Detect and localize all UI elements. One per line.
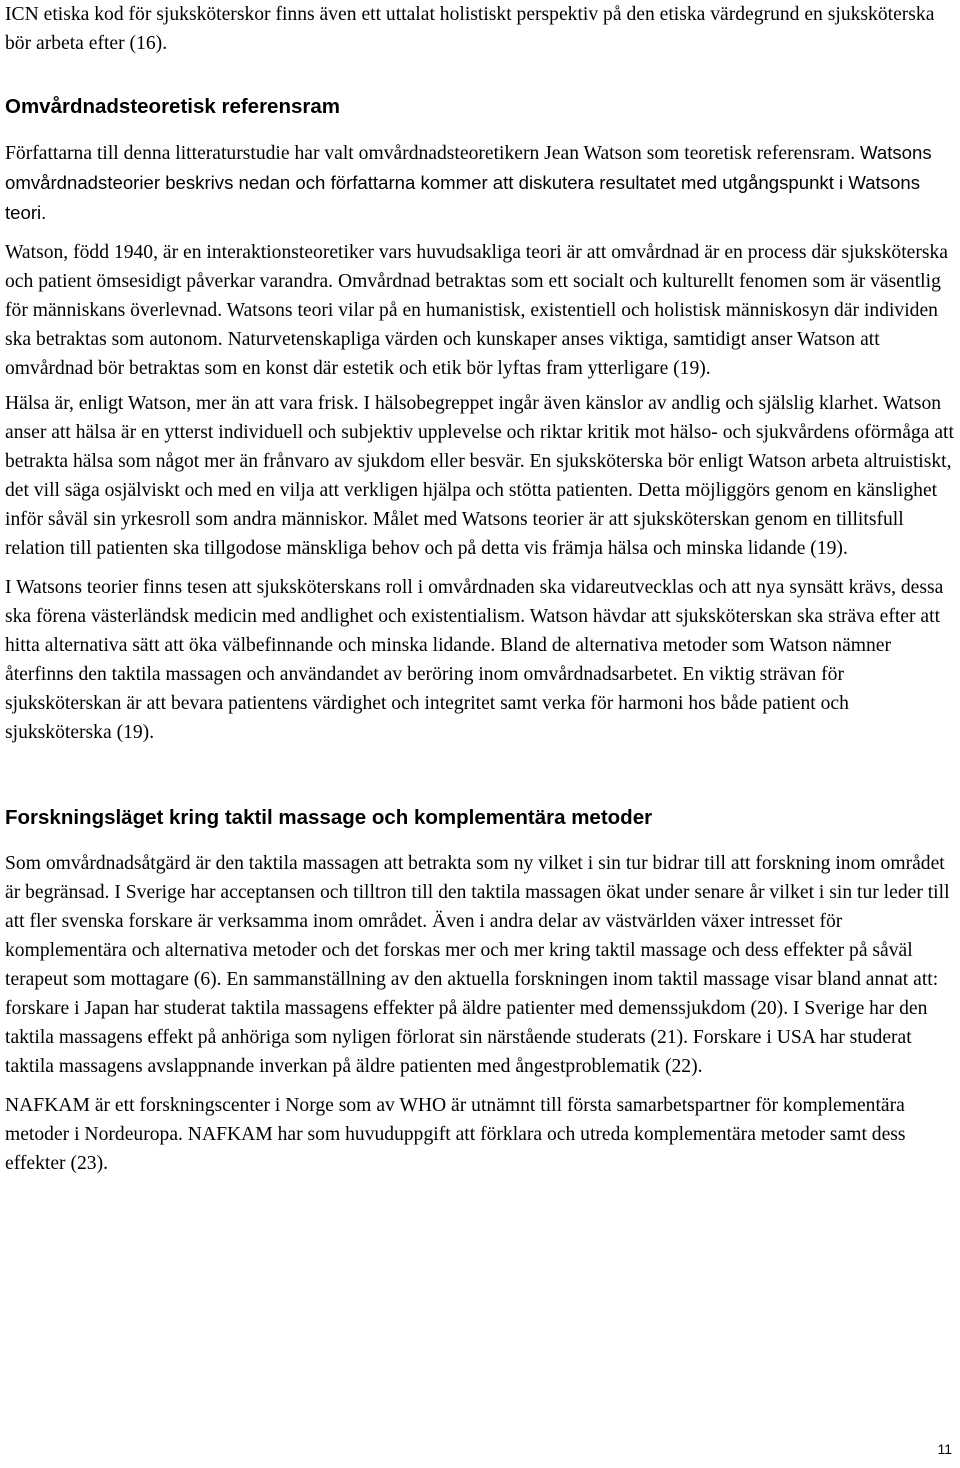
section-heading-theory: Omvårdnadsteoretisk referensram — [5, 95, 340, 118]
page-number: 11 — [937, 1441, 952, 1457]
watson-paragraph-3: I Watsons teorier finns tesen att sjuksköterskans roll i omvårdnaden ska vidareutvecklas och att nya synsätt krävs, dessa ska förena västerländsk medicin med andlighet och existentialism. Watson hävdar att sjuksköterskan ska sträva efter att hitta alternativa sätt att öka välbefinnande och minska lidande. Bland de alternativa metoder som Watson nämner återfinns den taktila massagen och användandet av beröring inom omvårdnadsarbetet. En viktig strävan för sjuksköterskan är att bevara patientens värdighet och integritet samt verka för harmoni hos både patient och sjuksköterska (19). — [5, 577, 944, 743]
document-page — [5, 0, 955, 1178]
research-paragraph-1: Som omvårdnadsåtgärd är den taktila massagen att betrakta som ny vilket i sin tur bidrar till att forskning inom området är begränsad. I Sverige har acceptansen och tilltron till den taktila massagen ökat under senare år vilket i sin tur leder till att fler svenska forskare är verksamma inom området. Även i andra delar av västvärlden växer intresset för komplementära och alternativa metoder och det forskas mer och mer kring taktil massage och dess effekter på såväl terapeut som mottagare (6). En sammanställning av den aktuella forskningen inom taktil massage visar bland annat att: forskare i Japan har studerat taktila massagens effekter på äldre patienter med demenssjukdom (20). I Sverige har den taktila massagens effekt på anhöriga som nyligen förlorat sin närstående studerats (21). Forskare i USA har studerat taktila massagens avslappnande inverkan på äldre patienten med ångestproblematik (22). — [5, 853, 950, 1077]
theory-intro-sans-text: Watsons omvårdnadsteorier beskrivs nedan och författarna kommer att diskutera resultatet med utgångspunkt i Watsons teori. — [5, 142, 932, 223]
intro-paragraph: ICN etiska kod för sjuksköterskor finns även ett uttalat holistiskt perspektiv på den etiska värdegrund en sjuksköterska bör arbeta efter (16). — [5, 4, 935, 54]
watson-paragraph-2: Hälsa är, enligt Watson, mer än att vara frisk. I hälsobegreppet ingår även känslor av andlig och själslig klarhet. Watson anser att hälsa är en ytterst individuell och subjektiv upplevelse och riktar kritik mot hälso- och sjukvårdens oförmåga att betrakta hälsa som något mer än frånvaro av sjukdom eller besvär. En sjuksköterska bör enligt Watson arbeta altruistiskt, det vill säga osjälviskt och med en vilja att verkligen hjälpa och stötta patienten. Detta möjliggörs genom en känslighet inför såväl sin yrkesroll som andra människor. Målet med Watsons teorier är att sjuksköterskan genom en tillitsfull relation till patienten ska tillgodose mänskliga behov och på detta vis främja hälsa och minska lidande (19). — [5, 393, 954, 559]
theory-intro-paragraph — [5, 138, 955, 228]
theory-intro-text: Författarna till denna litteraturstudie har valt omvårdnadsteoretikern Jean Watson som teoretisk referensram. — [5, 143, 856, 164]
section-heading-research: Forskningsläget kring taktil massage och komplementära metoder — [5, 806, 653, 829]
research-paragraph-2: NAFKAM är ett forskningscenter i Norge som av WHO är utnämnt till första samarbetspartner för komplementära metoder i Nordeuropa. NAFKAM har som huvuduppgift att förklara och utreda komplementära metoder samt dess effekter (23). — [5, 1095, 906, 1174]
watson-paragraph-1: Watson, född 1940, är en interaktionsteoretiker vars huvudsakliga teori är att omvårdnad är en process där sjuksköterska och patient ömsesidigt påverkar varandra. Omvårdnad betraktas som ett socialt och kulturellt fenomen som är väsentlig för människans överlevnad. Watsons teori vilar på en humanistisk, existentiell och holistisk människosyn där individen ska betraktas som autonom. Naturvetenskapliga värden och kunskaper anses viktiga, samtidigt anser Watson att omvårdnad bör betraktas som en konst där estetik och etik bör lyftas fram ytterligare (19). — [5, 242, 948, 379]
